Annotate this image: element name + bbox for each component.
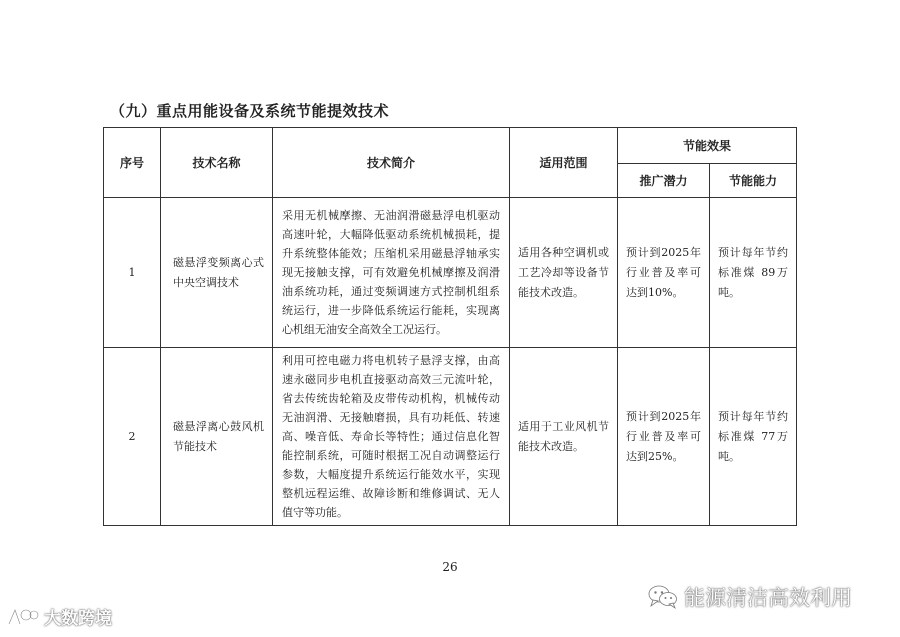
- row-index: 2: [104, 348, 161, 526]
- wechat-icon: [648, 584, 678, 610]
- row-scope: 适用各种空调机或工艺冷却等设备节能技术改造。: [510, 198, 618, 348]
- row-name: 磁悬浮离心鼓风机节能技术: [161, 348, 273, 526]
- header-name: 技术名称: [161, 128, 273, 198]
- table-row: [104, 198, 797, 348]
- row-scope: 适用于工业风机节能技术改造。: [510, 348, 618, 526]
- watermark-right: [648, 582, 852, 612]
- watermark-right-text: 能源清洁高效利用: [684, 586, 852, 610]
- row-index: 1: [104, 198, 161, 348]
- header-effect: 节能效果: [618, 128, 797, 164]
- row-intro: 利用可控电磁力将电机转子悬浮支撑，由高速永磁同步电机直接驱动高效三元流叶轮，省去传统齿轮箱及皮带传动机构，机械传动无油润滑、无接触磨损，具有功耗低、转速高、噪音低、寿命长等特性；通过信息化智能控制系统，可随时根据工况自动调整运行参数，大幅度提升系统运行能效水平，实现整机远程运维、故障诊断和维修调试、无人值守等功能。: [273, 348, 510, 526]
- row-potential: 预计到2025年行业普及率可达到10%。: [618, 198, 710, 348]
- brand-logo-icon: [6, 606, 40, 628]
- header-potential: 推广潜力: [618, 164, 710, 198]
- row-capacity: 预计每年节约标准煤 89万吨。: [710, 198, 797, 348]
- header-intro: 技术简介: [273, 128, 510, 198]
- header-index: 序号: [104, 128, 161, 198]
- watermark-left: [6, 604, 112, 629]
- technology-table: [103, 127, 797, 526]
- table-row: [104, 348, 797, 526]
- watermark-left-text: 大数跨境: [44, 609, 112, 629]
- section-heading: （九）重点用能设备及系统节能提效技术: [110, 102, 390, 120]
- row-capacity: 预计每年节约标准煤 77万吨。: [710, 348, 797, 526]
- row-name: 磁悬浮变频离心式中央空调技术: [161, 198, 273, 348]
- header-capacity: 节能能力: [710, 164, 797, 198]
- page-number: 26: [442, 560, 458, 574]
- row-intro: 采用无机械摩擦、无油润滑磁悬浮电机驱动高速叶轮，大幅降低驱动系统机械损耗，提升系统整体能效；压缩机采用磁悬浮轴承实现无接触支撑，可有效避免机械摩擦及润滑油系统功耗，通过变频调速方式控制机组系统运行，进一步降低系统运行能耗，实现离心机组无油安全高效全工况运行。: [273, 198, 510, 348]
- header-scope: 适用范围: [510, 128, 618, 198]
- row-potential: 预计到2025年行业普及率可达到25%。: [618, 348, 710, 526]
